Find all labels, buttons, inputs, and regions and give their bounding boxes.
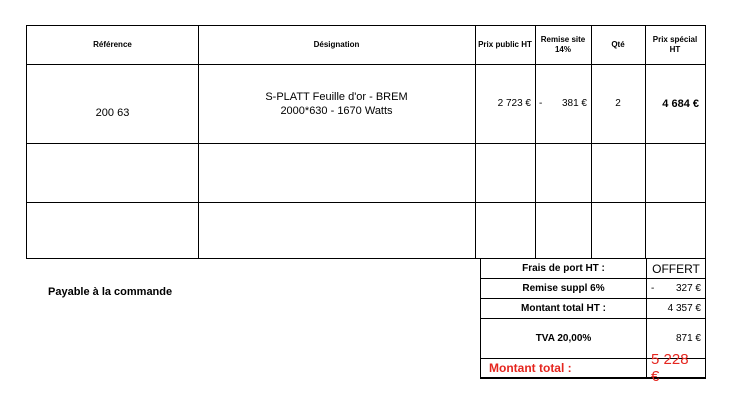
header-prix-public: Prix public HT xyxy=(478,40,532,49)
montant-ht-value: 4 357 € xyxy=(667,303,701,314)
cell-reference: 200 63 xyxy=(95,106,130,119)
designation-line2: 2000*630 - 1670 Watts xyxy=(280,104,393,117)
cell-designation xyxy=(198,64,475,143)
cell-prix-public: 2 723 € xyxy=(497,98,531,109)
header-remise-line1: Remise site xyxy=(540,35,586,44)
total-label: Montant total : xyxy=(481,359,647,377)
header-designation: Désignation xyxy=(313,40,360,49)
header-remise xyxy=(535,26,591,64)
remise-suppl-label: Remise suppl 6% xyxy=(481,279,647,298)
tva-value: 871 € xyxy=(675,333,701,344)
header-prix-special-line1: Prix spécial xyxy=(652,35,698,44)
header-prix-special xyxy=(645,26,705,64)
totals-row-remise xyxy=(480,279,706,299)
product-table xyxy=(26,25,706,259)
payment-terms: Payable à la commande xyxy=(48,286,173,298)
totals-table xyxy=(480,259,706,385)
totals-row-frais xyxy=(480,259,706,279)
frais-label: Frais de port HT : xyxy=(481,259,647,278)
total-value: 5 228 € xyxy=(651,351,689,385)
header-prix-special-line2: HT xyxy=(669,45,681,54)
remise-suppl-sign: - xyxy=(651,283,655,294)
cell-remise xyxy=(535,64,591,143)
remise-suppl-value-cell xyxy=(647,279,705,298)
header-qte: Qté xyxy=(611,40,625,49)
totals-row-montant-ht xyxy=(480,299,706,319)
designation-line1: S-PLATT Feuille d'or - BREM xyxy=(265,90,408,103)
remise-suppl-value: 327 € xyxy=(675,283,701,294)
row-divider xyxy=(27,143,705,144)
montant-ht-label: Montant total HT : xyxy=(481,299,647,318)
cell-qte: 2 xyxy=(615,98,621,109)
header-reference: Référence xyxy=(93,40,132,49)
remise-sign: - xyxy=(539,98,543,109)
cell-prix-special: 4 684 € xyxy=(662,97,699,110)
totals-row-total xyxy=(480,351,706,385)
frais-value: OFFERT xyxy=(652,261,700,276)
row-divider xyxy=(27,202,705,203)
tva-label: TVA 20,00% xyxy=(481,319,647,358)
header-remise-line2: 14% xyxy=(554,45,571,54)
remise-value: 381 € xyxy=(561,98,587,109)
